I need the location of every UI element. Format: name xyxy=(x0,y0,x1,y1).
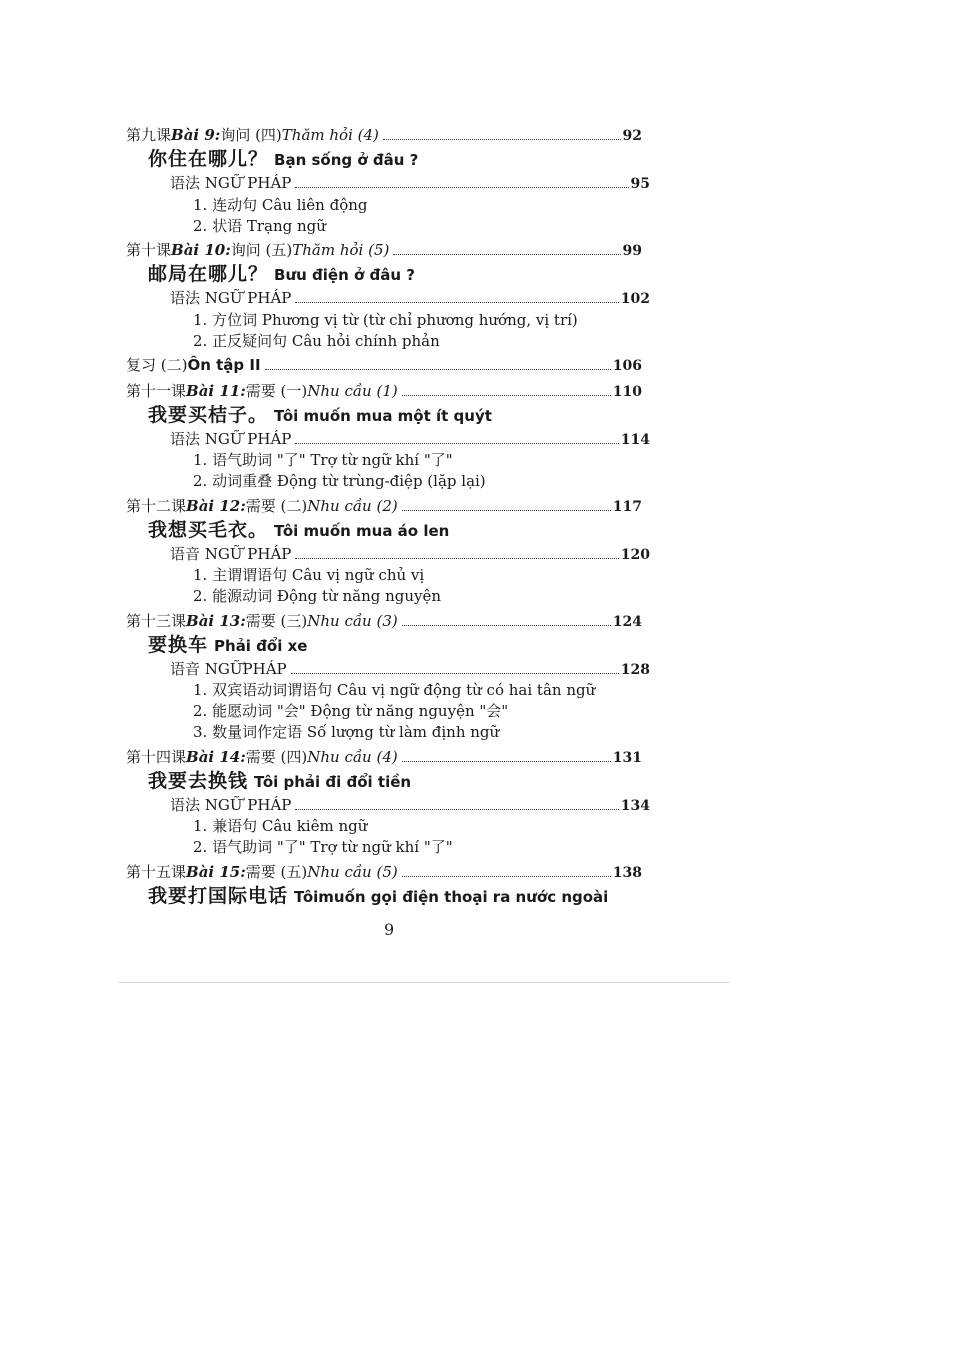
toc-lesson-entry xyxy=(126,748,642,767)
dot-leader xyxy=(402,761,611,762)
review-label-cn: 复习 (二) xyxy=(126,356,188,374)
subitem-text: 1. 语气助词 "了" Trợ từ ngữ khí "了" xyxy=(193,451,453,469)
review-label-vi: Ôn tập II xyxy=(187,356,261,374)
lesson-title-cn: 邮局在哪儿？ xyxy=(148,263,269,285)
subitem-text: 1. 兼语句 Câu kiêm ngữ xyxy=(193,817,368,835)
subitem-text: 1. 方位词 Phương vị từ (từ chỉ phương hướng, vị trí) xyxy=(193,311,578,329)
dot-leader xyxy=(295,558,618,559)
subitem-text: 1. 连动句 Câu liên động xyxy=(193,196,368,214)
lesson-number-cn: 第九课 xyxy=(126,126,172,144)
dot-leader xyxy=(402,395,611,396)
toc-subitem xyxy=(193,587,441,605)
lesson-number-cn: 第十一课 xyxy=(126,382,187,400)
toc-subitem xyxy=(193,311,578,329)
toc-subitem xyxy=(193,472,486,490)
section-label: 语法 NGỮ PHÁP xyxy=(170,796,292,814)
dot-leader xyxy=(383,139,621,140)
toc-section-entry xyxy=(170,289,650,308)
dot-leader xyxy=(402,510,611,511)
toc-subitem xyxy=(193,681,595,699)
toc-subitem xyxy=(193,566,424,584)
toc-subitem xyxy=(193,332,440,350)
subitem-text: 2. 动词重叠 Động từ trùng-điệp (lặp lại) xyxy=(193,472,486,490)
lesson-number-cn: 第十五课 xyxy=(126,863,187,881)
dot-leader xyxy=(295,443,618,444)
lesson-title-vi: Tôi phải đi đổi tiền xyxy=(254,773,412,791)
toc-section-entry xyxy=(170,174,650,193)
lesson-number-cn: 第十二课 xyxy=(126,497,187,515)
toc-subitem xyxy=(193,702,508,720)
lesson-title-vi: Phải đổi xe xyxy=(214,637,308,655)
lesson-topic-vi: Nhu cầu (4) xyxy=(307,748,398,766)
lesson-title xyxy=(148,636,307,655)
subitem-text: 2. 能源动词 Động từ năng nguyện xyxy=(193,587,442,605)
page-ref: 120 xyxy=(620,547,650,563)
toc-lesson-entry xyxy=(126,863,642,882)
subitem-text: 3. 数量词作定语 Số lượng từ làm định ngữ xyxy=(193,723,500,741)
toc-lesson-entry xyxy=(126,497,642,516)
page-ref: 92 xyxy=(622,128,642,144)
subitem-text: 1. 主谓谓语句 Câu vị ngữ chủ vị xyxy=(193,566,425,584)
toc-section-entry xyxy=(170,660,650,679)
lesson-topic-cn: 询问 (四) xyxy=(220,126,282,144)
toc-lesson-entry xyxy=(126,126,642,145)
page-number: 9 xyxy=(384,920,395,939)
dot-leader xyxy=(402,625,611,626)
lesson-title-vi: Tôi muốn mua áo len xyxy=(274,522,450,540)
lesson-number-vi: Bài 15: xyxy=(186,863,246,881)
page-ref: 128 xyxy=(620,662,650,678)
lesson-number-vi: Bài 13: xyxy=(186,612,246,630)
lesson-topic-vi: Nhu cầu (2) xyxy=(307,497,398,515)
toc-section-entry xyxy=(170,430,650,449)
lesson-number-cn: 第十三课 xyxy=(126,612,187,630)
lesson-title-cn: 我要去换钱 xyxy=(148,770,249,792)
page-bottom-rule xyxy=(118,982,730,983)
lesson-title xyxy=(148,265,415,284)
lesson-title-cn: 你住在哪儿？ xyxy=(148,148,269,170)
toc-subitem xyxy=(193,817,367,835)
toc-lesson-entry xyxy=(126,382,642,401)
lesson-title-cn: 我想买毛衣。 xyxy=(148,519,269,541)
lesson-title-vi: Tôi muốn mua một ít quýt xyxy=(274,407,492,425)
toc-lesson-entry xyxy=(126,612,642,631)
page-ref: 102 xyxy=(620,291,650,307)
lesson-number-cn: 第十四课 xyxy=(126,748,187,766)
dot-leader xyxy=(291,673,619,674)
lesson-title xyxy=(148,150,418,169)
section-label: 语法 NGỮ PHÁP xyxy=(170,289,292,307)
lesson-title-vi: Bạn sống ở đâu ? xyxy=(274,151,419,169)
lesson-topic-cn: 需要 (五) xyxy=(245,863,308,881)
toc-section-entry xyxy=(170,545,650,564)
page-ref: 95 xyxy=(630,176,650,192)
toc-subitem xyxy=(193,217,326,235)
page-ref: 114 xyxy=(620,432,650,448)
lesson-title-vi: Tôimuốn gọi điện thoại ra nước ngoài xyxy=(294,888,609,906)
lesson-title-cn: 要换车 xyxy=(148,634,209,656)
lesson-topic-vi: Thăm hỏi (5) xyxy=(292,241,390,259)
lesson-title xyxy=(148,521,449,540)
dot-leader xyxy=(402,876,611,877)
page-ref: 138 xyxy=(612,865,642,881)
toc-section-entry xyxy=(170,796,650,815)
section-label: 语音 NGỮPHÁP xyxy=(170,660,287,678)
lesson-number-vi: Bài 11: xyxy=(186,382,246,400)
lesson-topic-cn: 询问 (五) xyxy=(230,241,293,259)
page-ref: 117 xyxy=(612,499,642,515)
page-ref: 124 xyxy=(612,614,642,630)
dot-leader xyxy=(295,809,618,810)
subitem-text: 1. 双宾语动词谓语句 Câu vị ngữ động từ có hai tân ngữ xyxy=(193,681,596,699)
lesson-title-cn: 我要打国际电话 xyxy=(148,885,289,907)
page-ref: 99 xyxy=(622,243,642,259)
section-label: 语法 NGỮ PHÁP xyxy=(170,430,292,448)
dot-leader xyxy=(265,369,611,370)
toc-subitem xyxy=(193,838,453,856)
lesson-topic-vi: Nhu cầu (1) xyxy=(307,382,398,400)
dot-leader xyxy=(295,187,628,188)
page-ref: 106 xyxy=(612,358,642,374)
toc-subitem xyxy=(193,723,499,741)
lesson-topic-cn: 需要 (三) xyxy=(245,612,308,630)
lesson-title xyxy=(148,772,411,791)
page-ref: 110 xyxy=(612,384,642,400)
lesson-topic-cn: 需要 (四) xyxy=(245,748,308,766)
page-ref: 134 xyxy=(620,798,650,814)
lesson-number-vi: Bài 14: xyxy=(186,748,246,766)
lesson-topic-cn: 需要 (一) xyxy=(245,382,308,400)
toc-review-entry xyxy=(126,356,642,375)
toc-subitem xyxy=(193,196,368,214)
lesson-number-cn: 第十课 xyxy=(126,241,172,259)
lesson-topic-cn: 需要 (二) xyxy=(245,497,308,515)
lesson-topic-vi: Nhu cầu (5) xyxy=(307,863,398,881)
lesson-topic-vi: Nhu cầu (3) xyxy=(307,612,398,630)
lesson-title-vi: Bưu điện ở đâu ? xyxy=(274,266,415,284)
subitem-text: 2. 正反疑问句 Câu hỏi chính phản xyxy=(193,332,440,350)
page-ref: 131 xyxy=(612,750,642,766)
lesson-title xyxy=(148,887,608,906)
lesson-number-vi: Bài 9: xyxy=(171,126,221,144)
lesson-topic-vi: Thăm hỏi (4) xyxy=(281,126,379,144)
toc-subitem xyxy=(193,451,453,469)
section-label: 语法 NGỮ PHÁP xyxy=(170,174,292,192)
subitem-text: 2. 语气助词 "了" Trợ từ ngữ khí "了" xyxy=(193,838,453,856)
dot-leader xyxy=(393,254,620,255)
lesson-title xyxy=(148,406,492,425)
toc-lesson-entry xyxy=(126,241,642,260)
section-label: 语音 NGỮ PHÁP xyxy=(170,545,292,563)
subitem-text: 2. 状语 Trạng ngữ xyxy=(193,217,326,235)
lesson-number-vi: Bài 10: xyxy=(171,241,231,259)
dot-leader xyxy=(295,302,618,303)
lesson-number-vi: Bài 12: xyxy=(186,497,246,515)
subitem-text: 2. 能愿动词 "会" Động từ năng nguyện "会" xyxy=(193,702,509,720)
lesson-title-cn: 我要买桔子。 xyxy=(148,404,269,426)
